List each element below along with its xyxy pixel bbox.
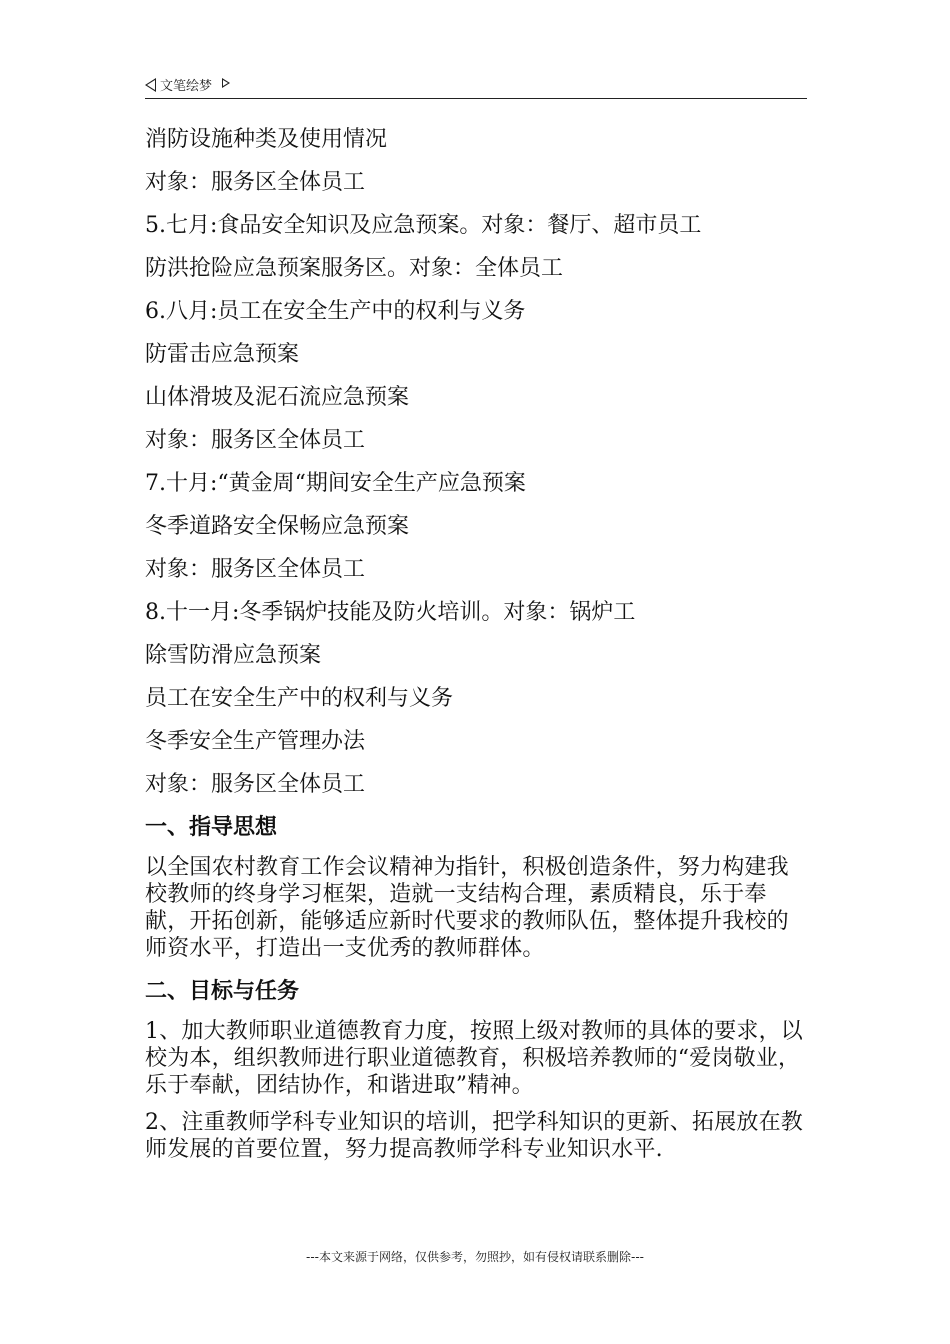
text-line: 8.十一月:冬季锅炉技能及防火培训。对象：锅炉工 — [145, 600, 636, 625]
section-heading-guiding-ideology: 一、指导思想 — [145, 815, 278, 840]
paragraph-goal-2: 2、注重教师学科专业知识的培训，把学科知识的更新、拓展放在教师发展的首要位置，努力提高教师学科专业知识水平. — [145, 1110, 803, 1162]
text-line: 对象：服务区全体员工 — [145, 557, 366, 582]
paragraph-goal-1: 1、加大教师职业道德教育力度，按照上级对教师的具体的要求，以校为本，组织教师进行职业道德教育，积极培养教师的“爱岗敬业，乐于奉献，团结协作，和谐进取”精神。 — [145, 1019, 803, 1098]
text-line: 防洪抢险应急预案服务区。对象：全体员工 — [145, 256, 564, 281]
page-header — [145, 72, 807, 99]
text-line: 对象：服务区全体员工 — [145, 428, 366, 453]
text-line: 冬季道路安全保畅应急预案 — [145, 514, 410, 539]
page-footer: ---本文来源于网络，仅供参考，勿照抄，如有侵权请联系删除--- — [306, 1250, 644, 1264]
text-line: 防雷击应急预案 — [145, 342, 300, 367]
triangle-right-icon — [222, 78, 230, 88]
section-heading-goals-tasks: 二、目标与任务 — [145, 979, 300, 1004]
brand-text: 文笔绘梦 — [160, 79, 213, 94]
text-line: 除雪防滑应急预案 — [145, 643, 322, 668]
text-line: 对象：服务区全体员工 — [145, 170, 366, 195]
text-line: 5.七月:食品安全知识及应急预案。对象：餐厅、超市员工 — [145, 213, 702, 238]
text-line: 7.十月:“黄金周“期间安全生产应急预案 — [145, 471, 526, 496]
text-line: 山体滑坡及泥石流应急预案 — [145, 385, 410, 410]
text-line: 6.八月:员工在安全生产中的权利与义务 — [145, 299, 526, 324]
document-body — [145, 118, 810, 1173]
triangle-left-icon — [145, 78, 156, 92]
text-line: 冬季安全生产管理办法 — [145, 729, 366, 754]
text-line: 消防设施种类及使用情况 — [145, 127, 388, 152]
text-line: 员工在安全生产中的权利与义务 — [145, 686, 454, 711]
text-line: 对象：服务区全体员工 — [145, 772, 366, 797]
header-brand — [145, 75, 230, 94]
paragraph-guiding-ideology: 以全国农村教育工作会议精神为指针，积极创造条件，努力构建我校教师的终身学习框架，造就一支结构合理，素质精良，乐于奉献，开拓创新，能够适应新时代要求的教师队伍，整体提升我校的师资水平，打造出一支优秀的教师群体。 — [145, 855, 789, 961]
